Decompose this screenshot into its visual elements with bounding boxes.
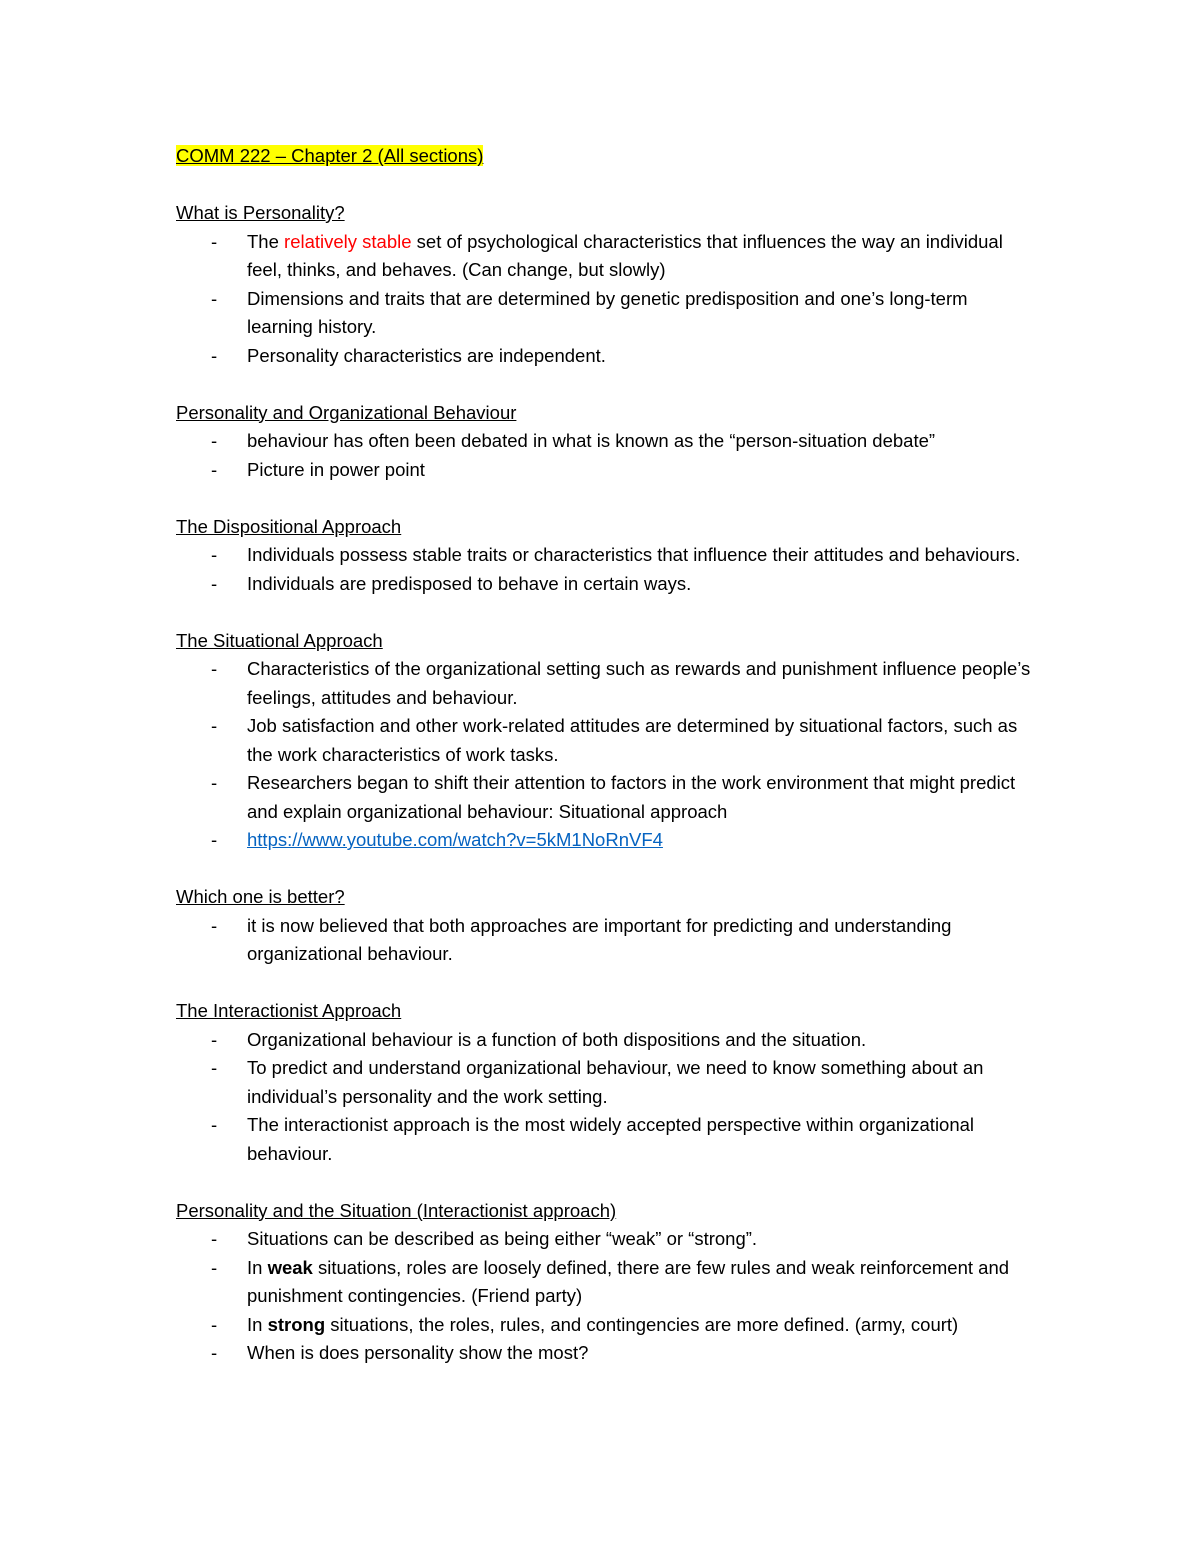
bullet-dash: - (211, 230, 218, 252)
bullet-text-pre: In (247, 1313, 268, 1335)
bullet-item (176, 228, 1036, 285)
bullet-item (176, 1225, 1036, 1254)
emphasis-red-text: relatively stable (284, 230, 412, 252)
bullet-dash: - (211, 458, 218, 480)
section-heading: What is Personality? (176, 202, 345, 223)
bold-term: strong (267, 1313, 326, 1335)
bullet-dash: - (211, 1057, 218, 1078)
bullet-item (176, 769, 1036, 826)
bullet-dash: - (211, 1028, 218, 1050)
bullet-item (176, 826, 1036, 855)
bullet-text: Dimensions and traits that are determined by genetic predisposition and one’s long-term learning history. (247, 287, 968, 337)
bullet-text: behaviour has often been debated in what is known as the “person-situation debate” (247, 430, 936, 451)
section-heading: The Dispositional Approach (176, 515, 402, 537)
bullet-item (176, 342, 1036, 371)
youtube-link[interactable]: https://www.youtube.com/watch?v=5kM1NoRnVF4 (247, 829, 663, 850)
bullet-text-pre: In (247, 1256, 268, 1278)
bullet-text: Personality characteristics are independent. (247, 344, 606, 366)
document-content (176, 142, 1036, 1368)
bullet-dash: - (211, 544, 218, 565)
bullet-item (176, 570, 1036, 599)
bullet-text: Picture in power point (247, 458, 425, 480)
bullet-text-post: situations, roles are loosely defined, there are few rules and weak reinforcement and punishment contingencies. (Friend party) (247, 1256, 1010, 1306)
bullet-dash: - (211, 344, 218, 366)
bullet-dash: - (211, 430, 218, 451)
bullet-dash: - (211, 829, 218, 850)
bullet-text: it is now believed that both approaches are important for predicting and understanding organizational behaviour. (247, 914, 952, 964)
bullet-text: When is does personality show the most? (247, 1342, 589, 1363)
bullet-item (176, 1026, 1036, 1055)
section-heading: Personality and Organizational Behaviour (176, 401, 517, 423)
bullet-text: Situations can be described as being either “weak” or “strong”. (247, 1228, 758, 1249)
bullet-text-pre: The (247, 230, 285, 252)
bullet-text: Individuals possess stable traits or characteristics that influence their attitudes and behaviours. (247, 544, 1021, 565)
document-title: COMM 222 – Chapter 2 (All sections) (176, 145, 484, 166)
bullet-dash: - (211, 1342, 218, 1363)
bullet-dash: - (211, 914, 218, 936)
bold-term: weak (267, 1256, 313, 1278)
section-heading: Which one is better? (176, 886, 345, 907)
section-heading: Personality and the Situation (Interactionist approach) (176, 1199, 617, 1221)
bullet-dash: - (211, 715, 218, 736)
bullet-item (176, 1339, 1036, 1368)
bullet-item (176, 285, 1036, 342)
bullet-item (176, 1311, 1036, 1340)
section-heading: The Interactionist Approach (176, 1000, 402, 1021)
bullet-text: Individuals are predisposed to behave in certain ways. (247, 572, 692, 594)
bullet-dash: - (211, 287, 218, 309)
bullet-dash: - (211, 772, 218, 793)
bullet-text: To predict and understand organizational behaviour, we need to know something about an individual’s personality and the work setting. (247, 1057, 984, 1107)
bullet-text: The interactionist approach is the most widely accepted perspective within organizational behaviour. (247, 1114, 975, 1164)
bullet-text-post: set of psychological characteristics that influences the way an individual feel, thinks, and behaves. (Can change, but slowly) (247, 230, 1003, 280)
bullet-item (176, 456, 1036, 485)
bullet-item (176, 1254, 1036, 1311)
bullet-dash: - (211, 1114, 218, 1135)
document-title-line (176, 142, 1036, 171)
bullet-item (176, 912, 1036, 969)
bullet-dash: - (211, 1256, 218, 1278)
bullet-item (176, 712, 1036, 769)
bullet-item (176, 541, 1036, 570)
bullet-dash: - (211, 572, 218, 594)
bullet-item (176, 1111, 1036, 1168)
bullet-dash: - (211, 1313, 218, 1335)
bullet-item (176, 427, 1036, 456)
bullet-item (176, 1054, 1036, 1111)
bullet-item (176, 655, 1036, 712)
bullet-dash: - (211, 658, 218, 679)
section-heading: The Situational Approach (176, 629, 383, 651)
bullet-dash: - (211, 1228, 218, 1249)
bullet-text-post: situations, the roles, rules, and contingencies are more defined. (army, court) (325, 1313, 959, 1335)
bullet-text: Researchers began to shift their attention to factors in the work environment that might predict and explain organizational behaviour: Situational approach (247, 772, 1016, 822)
bullet-text: Organizational behaviour is a function of both dispositions and the situation. (247, 1028, 867, 1050)
bullet-text: Job satisfaction and other work-related attitudes are determined by situational factors, such as the work characteristics of work tasks. (247, 715, 1018, 765)
bullet-text: Characteristics of the organizational setting such as rewards and punishment influence people’s feelings, attitudes and behaviour. (247, 658, 1031, 708)
